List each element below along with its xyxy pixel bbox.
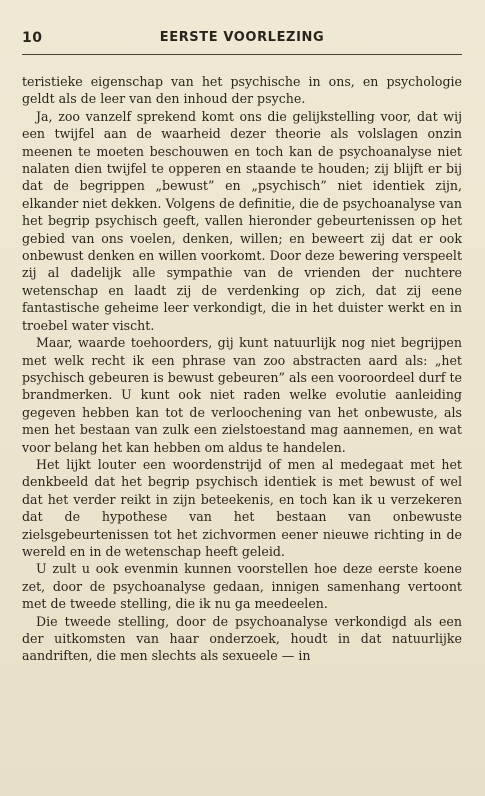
page-header bbox=[22, 28, 462, 50]
paragraph-continuation: teristieke eigenschap van het psychische in ons, en psychologie geldt als de leer van den inhoud der psyche. bbox=[22, 74, 462, 107]
page-number: 10 bbox=[22, 30, 43, 46]
paragraph: Maar, waarde toehoorders, gij kunt natuurlijk nog niet begrijpen met welk recht ik een phrase van zoo abstracten aard als: „het psychisch gebeuren is bewust gebeuren” als een vooroordeel durf te brandmerken. U kunt ook niet raden welke evolutie aanleiding gegeven hebben kan tot de verloochening van het onbewuste, als men het bestaan van zulk een zielstoestand mag aannemen, en wat voor belang het kan hebben om aldus te handelen. bbox=[22, 335, 462, 455]
paragraph: Ja, zoo vanzelf sprekend komt ons die gelijkstelling voor, dat wij een twijfel aan de waarheid dezer theorie als volslagen onzin meenen te moeten beschouwen en toch kan de psychoanalyse niet nalaten dien twijfel te opperen en staande te houden; zij blijft er bij dat de begrippen „bewust” en „psychisch” niet identiek zijn, elkander niet dekken. Volgens de definitie, die de psychoanalyse van het begrip psychisch geeft, vallen hieronder gebeurtenissen op het gebied van ons voelen, denken, willen; en beweert zij dat er ook onbewust denken en willen voorkomt. Door deze bewering verspeelt zij al dadelijk alle sympathie van de vrienden der nuchtere wetenschap en laadt zij de verdenking op zich, dat zij eene fantastische geheime leer verkondigt, die in het duister werkt en in troebel water vischt. bbox=[22, 108, 462, 333]
paragraph: U zult u ook evenmin kunnen voorstellen hoe deze eerste koene zet, door de psychoanalyse gedaan, innigen samenhang vertoont met de tweede stelling, die ik nu ga meedeelen. bbox=[22, 561, 462, 612]
header-rule bbox=[22, 54, 462, 55]
body-text bbox=[22, 73, 462, 665]
running-title: EERSTE VOORLEZING bbox=[159, 30, 325, 45]
paragraph: Die tweede stelling, door de psychoanalyse verkondigd als een der uitkomsten van haar onderzoek, houdt in dat natuurlijke aandriften, die men slechts als sexueele — in bbox=[22, 613, 462, 664]
paragraph: Het lijkt louter een woordenstrijd of men al medegaat met het denkbeeld dat het begrip psychisch identiek is met bewust of wel dat het verder reikt in zijn beteekenis, en toch kan ik u verzekeren dat de hypothese van het bestaan van onbewuste zielsgebeurtenissen tot het zichvormen eener nieuwe richting in de wereld en in de wetenschap heeft geleid. bbox=[22, 456, 462, 559]
